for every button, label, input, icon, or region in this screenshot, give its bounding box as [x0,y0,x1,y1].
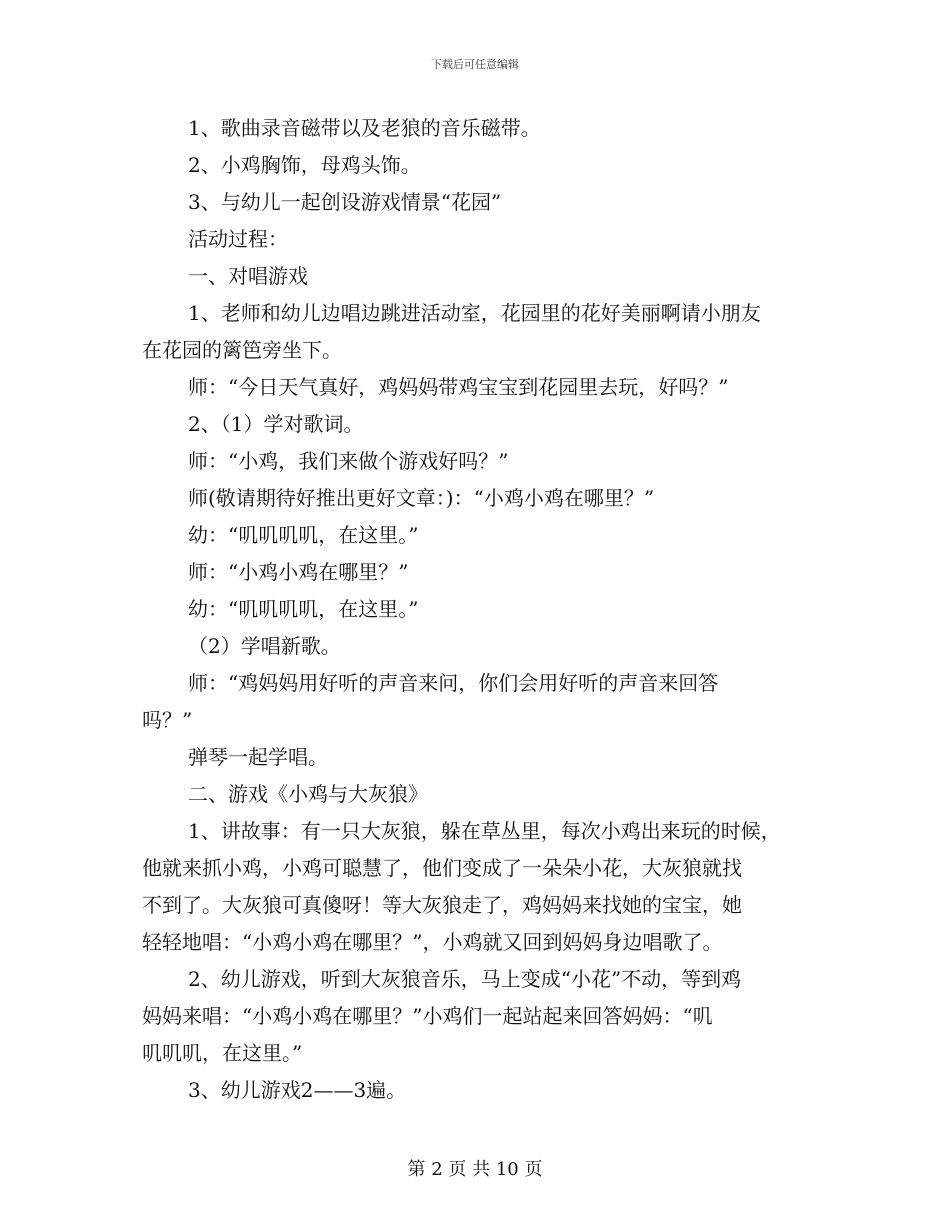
text-line: 不到了。大灰狼可真傻呀！等大灰狼走了，鸡妈妈来找她的宝宝，她 [142,893,742,917]
text-line: 在花园的篱笆旁坐下。 [142,338,342,362]
text-line: 1、老师和幼儿边唱边跳进活动室，花园里的花好美丽啊请小朋友 [188,301,761,325]
text-line: 师：“今日天气真好，鸡妈妈带鸡宝宝到花园里去玩，好吗？” [188,375,729,399]
page-footer: 第 2 页 共 10 页 [407,1159,543,1180]
text-line: 2、幼儿游戏，听到大灰狼音乐，马上变成“小花”不动，等到鸡 [188,967,742,991]
text-line: 师(敬请期待好推出更好文章：)：“小鸡小鸡在哪里？” [188,486,655,510]
text-line: 2、（1）学对歌词。 [188,412,364,436]
text-line: 3、幼儿游戏2——3遍。 [188,1078,407,1102]
text-line: 吗？” [142,708,193,732]
page-header: 下载后可任意编辑 [431,58,519,71]
text-line: 1、讲故事：有一只大灰狼，躲在草丛里，每次小鸡出来玩的时候， [188,819,781,843]
text-line: 幼：“叽叽叽叽，在这里。” [188,597,419,621]
text-line: （2）学唱新歌。 [188,634,341,658]
text-line: 1、歌曲录音磁带以及老狼的音乐磁带。 [188,116,541,140]
text-line: 活动过程： [188,227,288,251]
text-line: 幼：“叽叽叽叽，在这里。” [188,523,419,547]
text-line: 一、对唱游戏 [188,264,308,288]
text-line: 轻轻地唱：“小鸡小鸡在哪里？”，小鸡就又回到妈妈身边唱歌了。 [142,930,723,954]
text-line: 师：“小鸡，我们来做个游戏好吗？” [188,449,509,473]
text-line: 3、与幼儿一起创设游戏情景“花园” [188,190,502,214]
text-line: 叽叽叽，在这里。” [142,1041,303,1065]
text-line: 二、游戏《小鸡与大灰狼》 [188,782,428,806]
text-line: 师：“小鸡小鸡在哪里？” [188,560,409,584]
text-line: 师：“鸡妈妈用好听的声音来问，你们会用好听的声音来回答 [188,671,719,695]
text-line: 2、小鸡胸饰，母鸡头饰。 [188,153,421,177]
text-line: 他就来抓小鸡，小鸡可聪慧了，他们变成了一朵朵小花，大灰狼就找 [142,856,742,880]
text-line: 妈妈来唱：“小鸡小鸡在哪里？”小鸡们一起站起来回答妈妈：“叽 [142,1004,713,1028]
text-line: 弹琴一起学唱。 [188,745,328,769]
